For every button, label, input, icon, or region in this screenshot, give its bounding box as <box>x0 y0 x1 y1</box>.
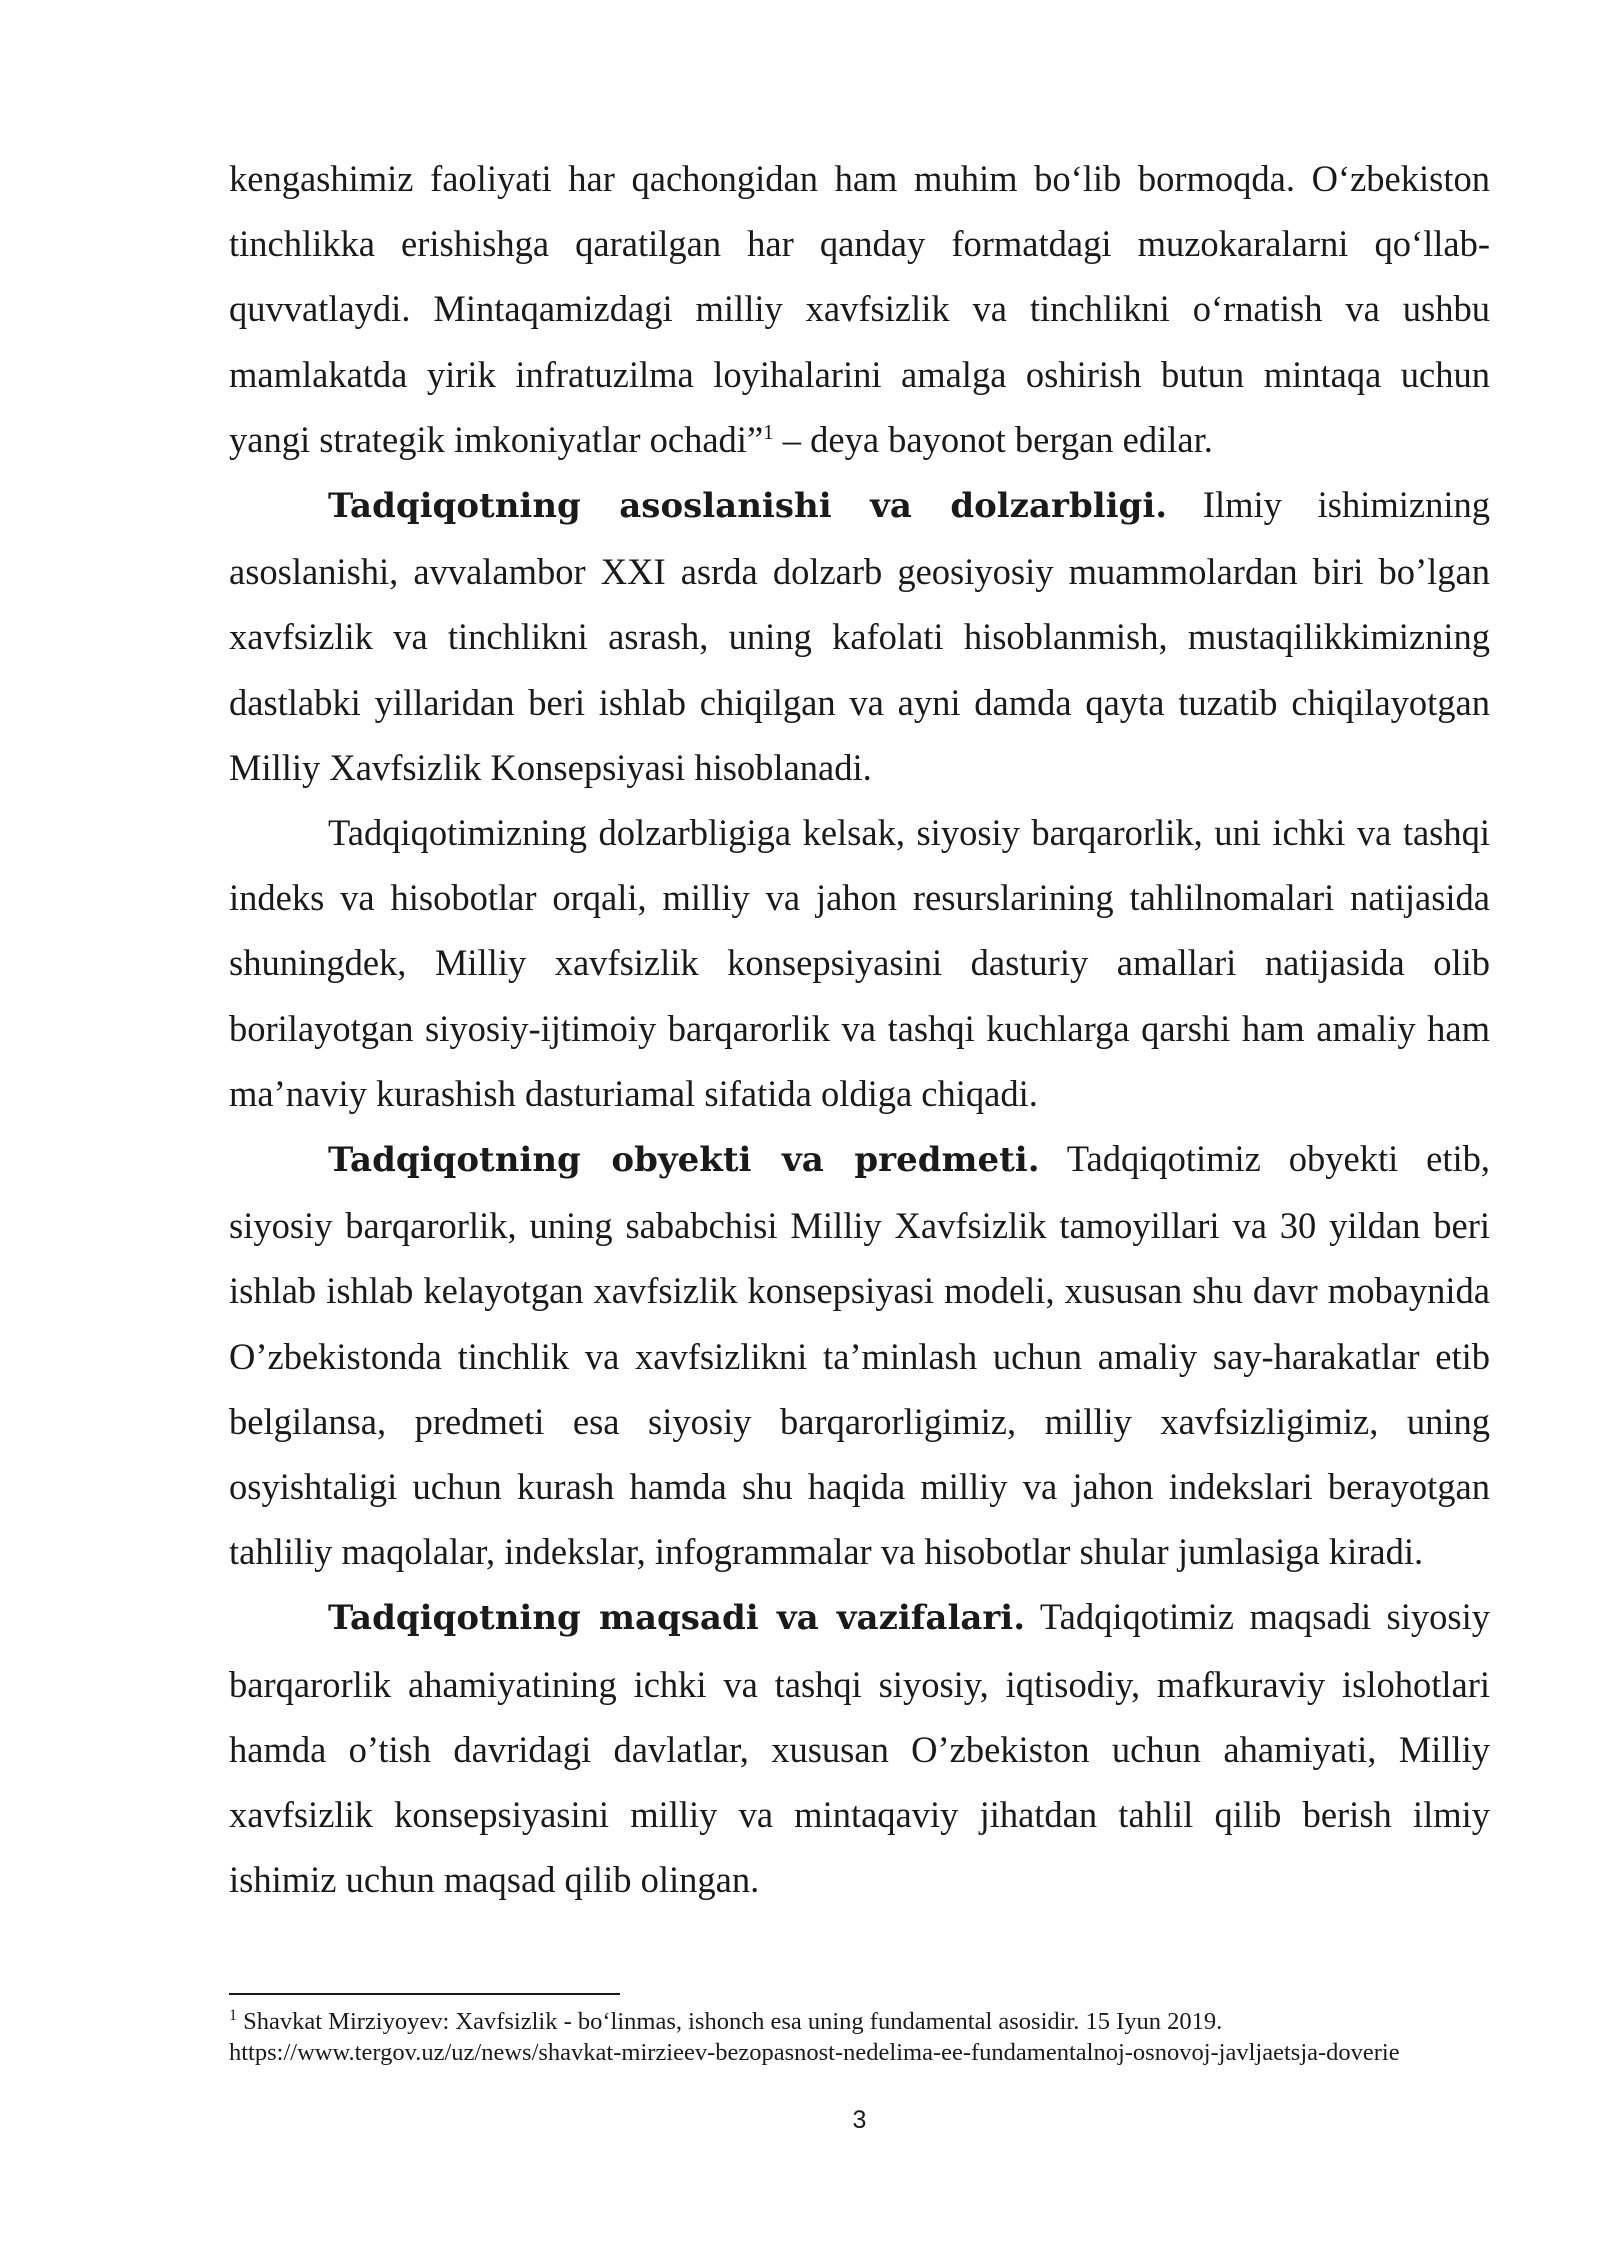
paragraph-text: Tadqiqotimiz maqsadi siyosiy barqarorlik ahamiyatining ichki va tashqi siyosiy, iqtisodiy, mafkuraviy islohotlari hamda o’tish davridagi davlatlar, xususan O’zbekiston uchun ahamiyati, Milliy xavfsizlik konsepsiyasini milliy va mintaqaviy jihatdan tahlil qilib berish ilmiy ishimiz uchun maqsad qilib olingan. <box>229 1596 1490 1901</box>
paragraph-relevance <box>229 472 1490 800</box>
footnote-number: 1 <box>229 2006 237 2024</box>
paragraph-text: Tadqiqotimizning dolzarbligiga kelsak, siyosiy barqarorlik, uni ichki va tashqi indeks va hisobotlar orqali, milliy va jahon resurslarining tahlilnomalari natijasida shuningdek, Milliy xavfsizlik konsepsiyasini dasturiy amallari natijasida olib borilayotgan siyosiy-ijtimoiy barqarorlik va tashqi kuchlarga qarshi ham amaliy ham ma’naviy kurashish dasturiamal sifatida oldiga chiqadi. <box>229 812 1490 1114</box>
page-number: 3 <box>852 2106 867 2134</box>
paragraph-tail: – deya bayonot bergan edilar. <box>773 418 1213 460</box>
paragraph-text: Tadqiqotimiz obyekti etib, siyosiy barqarorlik, uning sababchisi Milliy Xavfsizlik tamoyillari va 30 yildan beri ishlab ishlab kelayotgan xavfsizlik konsepsiyasi modeli, xususan shu davr mobaynida O’zbekistonda tinchlik va xavfsizlikni ta’minlash uchun amaliy say-harakatlar etib belgilansa, predmeti esa siyosiy barqarorligimiz, milliy xavfsizligimiz, uning osyishtaligi uchun kurash hamda shu haqida milliy va jahon indekslari berayotgan tahliliy maqolalar, indekslar, infogrammalar va hisobotlar shular jumlasiga kiradi. <box>229 1138 1490 1573</box>
paragraph-continuation <box>229 146 1490 472</box>
paragraph-actuality <box>229 800 1490 1126</box>
section-heading-relevance: Tadqiqotning asoslanishi va dolzarbligi. <box>328 486 1168 527</box>
paragraph-text: kengashimiz faoliyati har qachongidan ham muhim bo‘lib bormoqda. O‘zbekiston tinchlikka erishishga qaratilgan har qanday formatdagi muzokaralarni qo‘llab-quvvatlaydi. Mintaqamizdagi milliy xavfsizlik va tinchlikni o‘rnatish va ushbu mamlakatda yirik infratuzilma loyihalarini amalga oshirish butun mintaqa uchun yangi strategik imkoniyatlar ochadi” <box>229 158 1490 460</box>
footnote-link[interactable]: https://www.tergov.uz/uz/news/shavkat-mirzieev-bezopasnost-nedelima-ee-fundamentalnoj-osnovoj-javljaetsja-doverie <box>229 2038 1400 2066</box>
document-page-body <box>229 146 1490 1912</box>
paragraph-goals-tasks <box>229 1584 1490 1912</box>
paragraph-object-subject <box>229 1126 1490 1584</box>
section-heading-goals-tasks: Tadqiqotning maqsadi va vazifalari. <box>328 1598 1026 1639</box>
footnote-separator <box>229 1993 620 1995</box>
footnote <box>229 2007 1490 2068</box>
footnote-text: Shavkat Mirziyoyev: Xavfsizlik - bo‘linmas, ishonch esa uning fundamental asosidir. 15 Iyun 2019. <box>237 2008 1223 2035</box>
paragraph-text: Ilmiy ishimizning asoslanishi, avvalambor XXI asrda dolzarb geosiyosiy muammolardan biri bo’lgan xavfsizlik va tinchlikni asrash, uning kafolati hisoblanmish, mustaqilikkimizning dastlabki yillaridan beri ishlab chiqilgan va ayni damda qayta tuzatib chiqilayotgan Milliy Xavfsizlik Konsepsiyasi hisoblanadi. <box>229 484 1490 788</box>
footnote-reference[interactable]: 1 <box>763 419 774 444</box>
section-heading-object-subject: Tadqiqotning obyekti va predmeti. <box>328 1140 1040 1181</box>
